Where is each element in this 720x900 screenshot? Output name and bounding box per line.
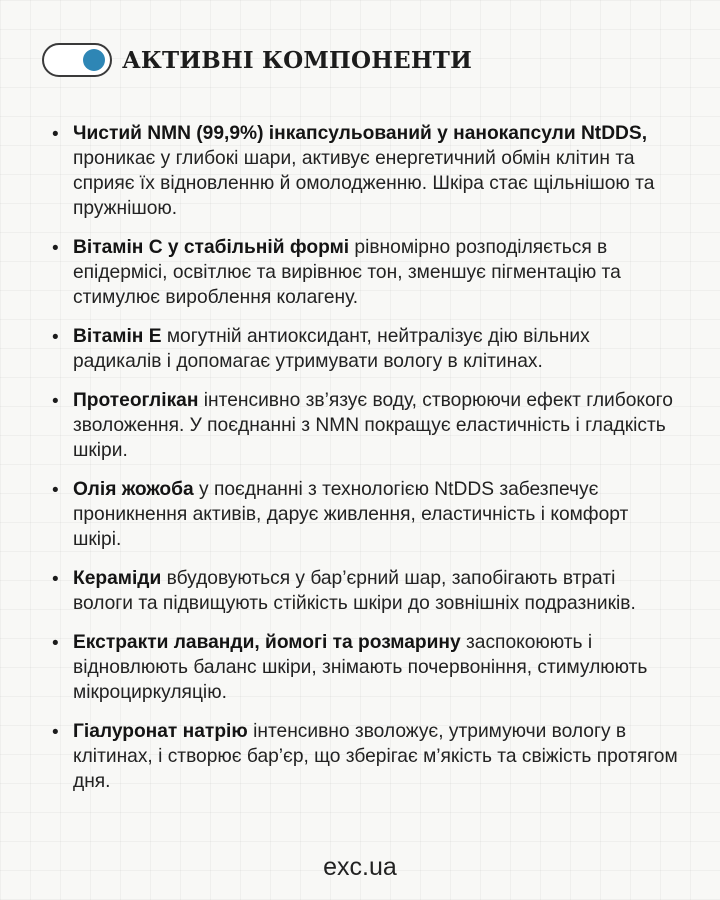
toggle-knob xyxy=(83,49,105,71)
item-description: у поєднанні з технологією NtDDS забезпечує проникнення активів, дарує живлення, еластичність і комфорт шкірі. xyxy=(73,479,629,550)
bullet-icon: • xyxy=(52,480,59,501)
bullet-icon: • xyxy=(52,633,59,654)
bullet-icon: • xyxy=(52,569,59,590)
toggle-switch-icon xyxy=(42,43,112,77)
bullet-icon: • xyxy=(52,391,59,412)
ingredients-list xyxy=(52,121,680,808)
footer-site: exc.ua xyxy=(323,853,397,881)
item-description: заспокоюють і відновлюють баланс шкіри, знімають почервоніння, стимулюють мікроциркуляцію. xyxy=(73,632,648,703)
item-text xyxy=(73,477,680,552)
list-item xyxy=(52,477,680,552)
item-text xyxy=(73,719,680,794)
bullet-icon: • xyxy=(52,238,59,259)
item-text xyxy=(73,235,680,310)
item-description: інтенсивно зволожує, утримуючи вологу в клітинах, і створює бар’єр, що зберігає м’якість та свіжість протягом дня. xyxy=(73,721,678,792)
item-text xyxy=(73,388,680,463)
bullet-icon: • xyxy=(52,722,59,743)
item-text xyxy=(73,566,680,616)
item-text xyxy=(73,630,680,705)
item-title: Вітамін С у стабільній формі xyxy=(73,237,350,258)
item-title: Екстракти лаванди, йомогі та розмарину xyxy=(73,632,461,653)
bullet-icon: • xyxy=(52,124,59,145)
header xyxy=(42,43,472,77)
item-title: Протеоглікан xyxy=(73,390,199,411)
item-title: Кераміди xyxy=(73,568,162,589)
item-title: Вітамін Е xyxy=(73,326,162,347)
list-item xyxy=(52,235,680,310)
bullet-icon: • xyxy=(52,327,59,348)
item-description: могутній антиоксидант, нейтралізує дію вільних радикалів і допомагає утримувати вологу в клітинах. xyxy=(73,326,590,372)
list-item xyxy=(52,719,680,794)
list-item xyxy=(52,388,680,463)
item-text xyxy=(73,324,680,374)
item-description: вбудовуються у бар’єрний шар, запобігають втраті вологи та підвищують стійкість шкіри до зовнішніх подразників. xyxy=(73,568,636,614)
item-description: проникає у глибокі шари, активує енергетичний обмін клітин та сприяє їх відновленню й омолодженню. Шкіра стає щільнішою та пружнішою. xyxy=(73,148,655,219)
item-title: Чистий NMN (99,9%) інкапсульований у нанокапсули NtDDS, xyxy=(73,123,648,144)
list-item xyxy=(52,121,680,221)
item-title: Гіалуронат натрію xyxy=(73,721,248,742)
page-title: АКТИВНІ КОМПОНЕНТИ xyxy=(122,46,473,74)
item-description: інтенсивно зв’язує воду, створюючи ефект глибокого зволоження. У поєднанні з NMN покращує еластичність і гладкість шкіри. xyxy=(73,390,673,461)
item-text xyxy=(73,121,680,221)
list-item xyxy=(52,566,680,616)
item-description: рівномірно розподіляється в епідермісі, освітлює та вирівнює тон, зменшує пігментацію та стимулює вироблення колагену. xyxy=(73,237,621,308)
list-item xyxy=(52,324,680,374)
list-item xyxy=(52,630,680,705)
item-title: Олія жожоба xyxy=(73,479,194,500)
